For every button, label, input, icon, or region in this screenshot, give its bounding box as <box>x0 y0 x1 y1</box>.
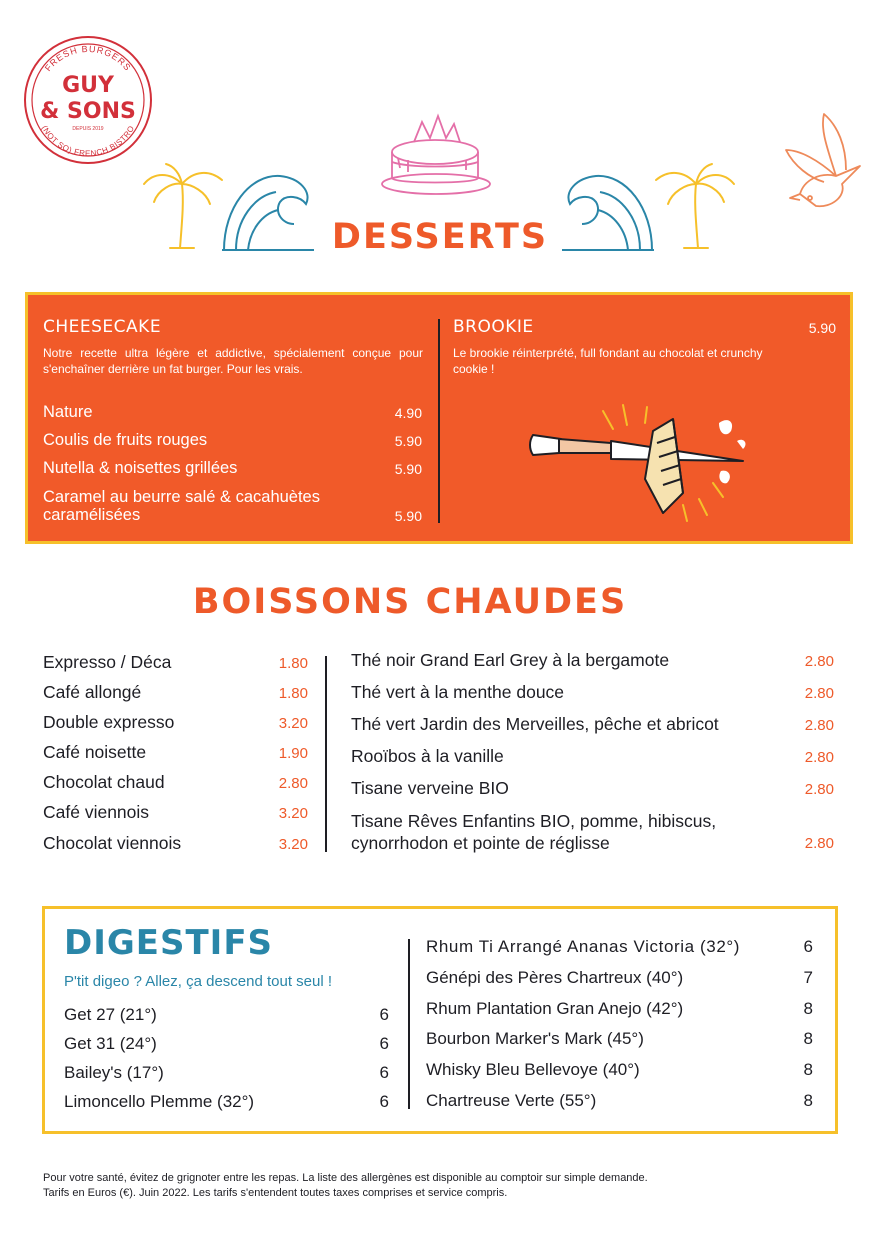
digestif-name: Rhum Ti Arrangé Ananas Victoria (32°) <box>426 937 741 956</box>
digestif-price: 7 <box>803 968 813 987</box>
dessert-column-divider <box>438 319 440 523</box>
desserts-title: DESSERTS <box>330 214 550 260</box>
brand-logo <box>22 34 154 166</box>
digestifs-title: DIGESTIFS <box>64 923 274 963</box>
brookie-title: BROOKIE <box>453 317 534 337</box>
drink-name: Double expresso <box>43 712 175 732</box>
digestifs-panel <box>42 906 838 1134</box>
footer-notice <box>43 1171 843 1201</box>
drink-price: 1.90 <box>278 745 308 762</box>
drink-name: Tisane verveine BIO <box>351 778 509 798</box>
palm-tree-right-icon <box>652 162 738 250</box>
hot-drinks-title: BOISSONS CHAUDES <box>192 582 628 622</box>
cheesecake-description: Notre recette ultra légère et addictive, spécialement conçue pour s'enchaîner derrière un fat burger. Pour les vrais. <box>43 346 423 376</box>
drink-name: Chocolat chaud <box>43 772 165 792</box>
drink-price: 3.20 <box>278 715 308 732</box>
knife-brookie-icon <box>523 403 753 525</box>
digestif-name: Bailey's (17°) <box>64 1063 164 1082</box>
drink-name: Café allongé <box>43 682 142 702</box>
cheesecake-item-price: 5.90 <box>394 461 422 477</box>
svg-text:FRESH BURGERS <box>43 44 133 73</box>
cheesecake-item-name: Caramel au beurre salé & cacahuètes caramélisées <box>43 488 320 524</box>
digestifs-divider <box>408 939 410 1109</box>
digestif-price: 8 <box>803 1091 813 1110</box>
brookie-description: Le brookie réinterprété, full fondant au chocolat et crunchy cookie ! <box>453 346 763 376</box>
drink-name: Café viennois <box>43 802 150 822</box>
drink-name: Thé vert Jardin des Merveilles, pêche et abricot <box>351 714 719 734</box>
drink-name: Tisane Rêves Enfantins BIO, pomme, hibiscus, cynorrhodon et pointe de réglisse <box>351 811 717 853</box>
logo-arc-bottom: (NOT SO) FRENCH BISTRO <box>39 123 137 159</box>
drink-price: 2.80 <box>804 749 834 766</box>
logo-since: DEPUIS 2019 <box>72 126 104 132</box>
drink-price: 2.80 <box>804 835 834 852</box>
footer-line-2: Tarifs en Euros (€). Juin 2022. Les tarifs s'entendent toutes taxes comprises et service compris. <box>43 1187 508 1199</box>
cheesecake-item-name: Nutella & noisettes grillées <box>43 459 238 477</box>
digestif-name: Limoncello Plemme (32°) <box>64 1092 255 1111</box>
drink-price: 2.80 <box>278 775 308 792</box>
cheesecake-item-price: 4.90 <box>394 405 422 421</box>
drink-name: Café noisette <box>43 742 147 762</box>
digestif-name: Chartreuse Verte (55°) <box>426 1091 597 1110</box>
drink-price: 2.80 <box>804 717 834 734</box>
digestif-price: 8 <box>803 1060 813 1079</box>
logo-line2: & SONS <box>40 99 136 124</box>
digestif-name: Get 27 (21°) <box>64 1005 157 1024</box>
digestif-name: Get 31 (24°) <box>64 1034 157 1053</box>
wave-right-icon <box>560 168 656 252</box>
cheesecake-title: CHEESECAKE <box>43 317 162 337</box>
cheesecake-item-price: 5.90 <box>394 433 422 449</box>
drink-price: 1.80 <box>278 655 308 672</box>
cake-icon <box>378 112 496 198</box>
desserts-panel <box>25 292 853 544</box>
hot-drinks-divider <box>325 656 327 852</box>
swallow-bird-icon <box>780 110 870 220</box>
cheesecake-item-name: Coulis de fruits rouges <box>43 431 208 449</box>
digestif-price: 6 <box>379 1092 389 1111</box>
digestif-price: 8 <box>803 999 813 1018</box>
digestif-price: 6 <box>379 1063 389 1082</box>
drink-name: Thé vert à la menthe douce <box>351 682 565 702</box>
drink-price: 3.20 <box>278 836 308 853</box>
cheesecake-item-price: 5.90 <box>394 508 422 524</box>
digestifs-subtitle: P'tit digeo ? Allez, ça descend tout seul ! <box>64 973 333 990</box>
drink-price: 2.80 <box>804 653 834 670</box>
digestif-price: 6 <box>803 937 813 956</box>
drink-name: Chocolat viennois <box>43 833 182 853</box>
drink-name: Expresso / Déca <box>43 652 172 672</box>
wave-left-icon <box>220 168 316 252</box>
drink-name: Thé noir Grand Earl Grey à la bergamote <box>351 650 670 670</box>
cheesecake-item-name: Nature <box>43 403 93 421</box>
digestif-name: Whisky Bleu Bellevoye (40°) <box>426 1060 640 1079</box>
drink-price: 3.20 <box>278 805 308 822</box>
digestif-name: Rhum Plantation Gran Anejo (42°) <box>426 999 684 1018</box>
digestif-name: Bourbon Marker's Mark (45°) <box>426 1029 644 1048</box>
drink-name: Rooïbos à la vanille <box>351 746 504 766</box>
digestif-price: 6 <box>379 1005 389 1024</box>
digestif-name: Génépi des Pères Chartreux (40°) <box>426 968 684 987</box>
palm-tree-left-icon <box>140 162 226 250</box>
digestif-price: 6 <box>379 1034 389 1053</box>
drink-price: 2.80 <box>804 685 834 702</box>
brookie-price: 5.90 <box>808 320 836 336</box>
digestif-price: 8 <box>803 1029 813 1048</box>
footer-line-1: Pour votre santé, évitez de grignoter entre les repas. La liste des allergènes est disponible au comptoir sur simple demande. <box>43 1172 648 1184</box>
logo-arc-top: FRESH BURGERS <box>42 43 134 74</box>
drink-price: 2.80 <box>804 781 834 798</box>
logo-line1: GUY <box>62 73 114 98</box>
drink-price: 1.80 <box>278 685 308 702</box>
